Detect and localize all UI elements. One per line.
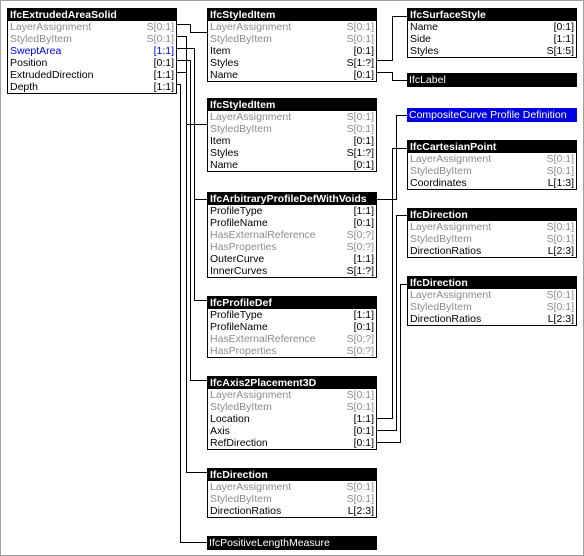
attribute-name: Item [210, 135, 231, 147]
attribute-cardinality: S[0:1] [546, 301, 574, 313]
box-title: IfcDirection [208, 469, 376, 481]
attribute-name: HasExternalReference [210, 333, 316, 345]
attribute-row [208, 265, 376, 277]
box-ifc-styled-item-2 [207, 98, 377, 172]
attribute-name: StyledByItem [210, 401, 272, 413]
attribute-cardinality: S[1:5] [546, 45, 574, 57]
attribute-name: Coordinates [410, 177, 467, 189]
attribute-row [208, 57, 376, 69]
box-title: IfcAxis2Placement3D [208, 377, 376, 389]
attribute-name: DirectionRatios [210, 505, 282, 517]
attribute-cardinality: [0:1] [353, 425, 374, 437]
attribute-name: Name [210, 159, 239, 171]
attribute-name: LayerAssignment [410, 221, 492, 233]
attribute-cardinality: S[1:?] [346, 147, 374, 159]
attribute-name: StyledByItem [210, 493, 272, 505]
attribute-name: LayerAssignment [210, 389, 292, 401]
box-ifc-cartesian-point [407, 140, 577, 190]
attribute-name: Name [410, 21, 439, 33]
attribute-row [208, 401, 376, 413]
box-ifc-direction-1 [407, 208, 577, 258]
attribute-name: LayerAssignment [410, 289, 492, 301]
box-ifc-direction-3 [207, 468, 377, 518]
attribute-row [208, 111, 376, 123]
attribute-row [208, 135, 376, 147]
attribute-name: ProfileName [210, 321, 268, 333]
label-ifc-label: IfcLabel [407, 73, 577, 87]
attribute-cardinality: [0:1] [153, 57, 174, 69]
attribute-name: OuterCurve [210, 253, 265, 265]
attribute-name: ProfileType [210, 205, 263, 217]
attribute-cardinality: [0:1] [353, 45, 374, 57]
box-title: IfcArbitraryProfileDefWithVoids [208, 193, 376, 205]
attribute-name: DirectionRatios [410, 313, 482, 325]
attribute-name: DirectionRatios [410, 245, 482, 257]
attribute-cardinality: S[0:1] [546, 153, 574, 165]
attribute-name: ProfileName [210, 217, 268, 229]
attribute-row [208, 69, 376, 81]
attribute-cardinality: L[2:3] [547, 313, 574, 325]
attribute-name: LayerAssignment [210, 481, 292, 493]
attribute-cardinality: S[0:1] [346, 21, 374, 33]
attribute-row [408, 45, 576, 57]
box-ifc-profile-def [207, 296, 377, 358]
attribute-name: SweptArea [10, 45, 62, 57]
attribute-name: LayerAssignment [210, 111, 292, 123]
attribute-cardinality: S[0:1] [346, 389, 374, 401]
attribute-cardinality: [1:1] [153, 81, 174, 93]
attribute-row [208, 217, 376, 229]
attribute-row [208, 505, 376, 517]
attribute-name: Axis [210, 425, 230, 437]
attribute-name: LayerAssignment [210, 21, 292, 33]
attribute-cardinality: [0:1] [553, 21, 574, 33]
attribute-row [208, 123, 376, 135]
attribute-name: HasProperties [210, 241, 277, 253]
attribute-row [208, 21, 376, 33]
attribute-cardinality: S[1:?] [346, 265, 374, 277]
attribute-cardinality: L[1:3] [547, 177, 574, 189]
attribute-cardinality: [1:1] [353, 309, 374, 321]
attribute-row [208, 147, 376, 159]
box-title: IfcProfileDef [208, 297, 376, 309]
attribute-row [208, 389, 376, 401]
attribute-row [208, 333, 376, 345]
attribute-name: StyledByItem [10, 33, 72, 45]
attribute-name: ExtrudedDirection [10, 69, 94, 81]
attribute-cardinality: S[0:1] [546, 233, 574, 245]
attribute-row [408, 245, 576, 257]
attribute-row [208, 241, 376, 253]
attribute-name: ProfileType [210, 309, 263, 321]
attribute-row [208, 253, 376, 265]
attribute-name: StyledByItem [210, 123, 272, 135]
attribute-name: HasProperties [210, 345, 277, 357]
attribute-row [208, 159, 376, 171]
attribute-cardinality: [1:1] [553, 33, 574, 45]
attribute-cardinality: S[0:?] [346, 241, 374, 253]
attribute-cardinality: S[0:1] [146, 21, 174, 33]
attribute-cardinality: [1:1] [353, 253, 374, 265]
label-ifc-positive-length-measure: IfcPositiveLengthMeasure [207, 536, 377, 550]
attribute-row [208, 481, 376, 493]
attribute-row [408, 165, 576, 177]
attribute-cardinality: S[0:1] [346, 481, 374, 493]
attribute-row [408, 21, 576, 33]
attribute-row [208, 309, 376, 321]
attribute-cardinality: S[0:?] [346, 229, 374, 241]
attribute-cardinality: S[0:1] [346, 33, 374, 45]
attribute-row[interactable] [8, 45, 176, 57]
attribute-row [408, 313, 576, 325]
attribute-cardinality: [1:1] [153, 45, 174, 57]
attribute-name: StyledByItem [210, 33, 272, 45]
box-ifc-surface-style [407, 8, 577, 58]
attribute-cardinality: [1:1] [153, 69, 174, 81]
attribute-row [408, 177, 576, 189]
attribute-row [208, 345, 376, 357]
attribute-name: StyledByItem [410, 165, 472, 177]
box-title: IfcStyledItem [208, 9, 376, 21]
attribute-cardinality: [0:1] [353, 69, 374, 81]
attribute-row [208, 437, 376, 449]
attribute-name: LayerAssignment [410, 153, 492, 165]
attribute-row [208, 33, 376, 45]
box-title: IfcStyledItem [208, 99, 376, 111]
attribute-name: Item [210, 45, 231, 57]
attribute-row [408, 153, 576, 165]
attribute-name: Side [410, 33, 432, 45]
attribute-cardinality: S[0:1] [346, 123, 374, 135]
attribute-cardinality: [0:1] [353, 217, 374, 229]
attribute-row [408, 301, 576, 313]
attribute-cardinality: [0:1] [353, 135, 374, 147]
attribute-name: LayerAssignment [10, 21, 92, 33]
attribute-cardinality: S[0:1] [346, 111, 374, 123]
attribute-cardinality: [1:1] [353, 205, 374, 217]
box-ifc-extruded-area-solid [7, 8, 177, 94]
attribute-cardinality: S[0:1] [546, 165, 574, 177]
attribute-cardinality: [0:1] [353, 159, 374, 171]
link-composite-curve-profile-definition[interactable]: CompositeCurve Profile Definition [407, 108, 577, 122]
attribute-cardinality: [0:1] [353, 321, 374, 333]
box-title: IfcExtrudedAreaSolid [8, 9, 176, 21]
attribute-cardinality: [1:1] [353, 413, 374, 425]
attribute-name: Position [10, 57, 48, 69]
box-ifc-axis2-placement-3d [207, 376, 377, 450]
attribute-row [408, 33, 576, 45]
attribute-row [208, 45, 376, 57]
attribute-name: StyledByItem [410, 233, 472, 245]
attribute-name: StyledByItem [410, 301, 472, 313]
attribute-row [8, 81, 176, 93]
attribute-name: Name [210, 69, 239, 81]
attribute-name: RefDirection [210, 437, 268, 449]
attribute-name: Location [210, 413, 250, 425]
attribute-name: Styles [210, 57, 239, 69]
attribute-row [8, 69, 176, 81]
attribute-cardinality: S[0:1] [146, 33, 174, 45]
attribute-row [408, 289, 576, 301]
attribute-row [208, 413, 376, 425]
attribute-cardinality: [0:1] [353, 437, 374, 449]
attribute-cardinality: S[1:?] [346, 57, 374, 69]
attribute-cardinality: S[0:?] [346, 345, 374, 357]
box-title: IfcDirection [408, 277, 576, 289]
attribute-cardinality: L[2:3] [347, 505, 374, 517]
attribute-row [208, 229, 376, 241]
attribute-name: InnerCurves [210, 265, 268, 277]
attribute-cardinality: S[0:1] [546, 289, 574, 301]
attribute-cardinality: L[2:3] [547, 245, 574, 257]
attribute-row [208, 321, 376, 333]
attribute-name: Styles [210, 147, 239, 159]
attribute-row [408, 221, 576, 233]
box-title: IfcCartesianPoint [408, 141, 576, 153]
box-ifc-arbitrary-profile-def-with-voids [207, 192, 377, 278]
attribute-row [208, 493, 376, 505]
attribute-row [8, 57, 176, 69]
box-title: IfcSurfaceStyle [408, 9, 576, 21]
attribute-row [208, 205, 376, 217]
attribute-cardinality: S[0:?] [346, 333, 374, 345]
attribute-row [8, 21, 176, 33]
box-title: IfcDirection [408, 209, 576, 221]
attribute-row [8, 33, 176, 45]
box-ifc-direction-2 [407, 276, 577, 326]
attribute-name: Styles [410, 45, 439, 57]
attribute-row [408, 233, 576, 245]
attribute-cardinality: S[0:1] [346, 401, 374, 413]
attribute-name: Depth [10, 81, 39, 93]
attribute-cardinality: S[0:1] [346, 493, 374, 505]
box-ifc-styled-item-1 [207, 8, 377, 82]
attribute-row [208, 425, 376, 437]
attribute-name: HasExternalReference [210, 229, 316, 241]
attribute-cardinality: S[0:1] [546, 221, 574, 233]
